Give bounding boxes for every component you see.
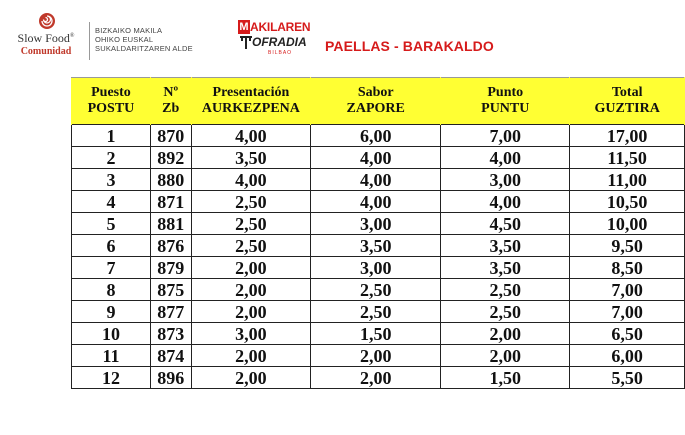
cell-presentacion: 3,50 (191, 147, 311, 169)
table-row (72, 191, 685, 213)
cell-punto: 3,50 (441, 235, 570, 257)
cell-puesto: 7 (72, 257, 151, 279)
cell-puesto: 4 (72, 191, 151, 213)
table-row (72, 323, 685, 345)
cell-sabor: 3,00 (311, 257, 441, 279)
cell-puesto: 8 (72, 279, 151, 301)
cell-sabor: 3,50 (311, 235, 441, 257)
table-row (72, 169, 685, 191)
cell-sabor: 2,00 (311, 367, 441, 389)
cell-total: 11,50 (570, 147, 685, 169)
cell-presentacion: 4,00 (191, 125, 311, 147)
cofradia-top-text: AKILAREN (250, 20, 311, 34)
cell-presentacion: 2,00 (191, 279, 311, 301)
table-row (72, 235, 685, 257)
cell-sabor: 2,50 (311, 301, 441, 323)
cell-numero: 879 (150, 257, 191, 279)
cell-puesto: 6 (72, 235, 151, 257)
cell-punto: 4,00 (441, 191, 570, 213)
cofradia-initial-m: M (239, 21, 249, 33)
slow-food-subtitle: Comunidad (20, 46, 72, 57)
cell-total: 10,00 (570, 213, 685, 235)
cell-numero: 875 (150, 279, 191, 301)
cell-puesto: 10 (72, 323, 151, 345)
cell-puesto: 11 (72, 345, 151, 367)
col-header-sabor: Sabor ZAPORE (311, 78, 441, 125)
cell-numero: 876 (150, 235, 191, 257)
cell-numero: 874 (150, 345, 191, 367)
cell-punto: 3,00 (441, 169, 570, 191)
cell-sabor: 2,00 (311, 345, 441, 367)
cell-puesto: 2 (72, 147, 151, 169)
cell-total: 6,00 (570, 345, 685, 367)
cell-punto: 2,50 (441, 279, 570, 301)
cell-total: 5,50 (570, 367, 685, 389)
cell-total: 9,50 (570, 235, 685, 257)
cell-numero: 880 (150, 169, 191, 191)
cofradia-logo (238, 20, 320, 60)
table-row (72, 147, 685, 169)
cell-punto: 4,50 (441, 213, 570, 235)
cell-punto: 4,00 (441, 147, 570, 169)
cell-puesto: 3 (72, 169, 151, 191)
cell-punto: 2,50 (441, 301, 570, 323)
cell-sabor: 1,50 (311, 323, 441, 345)
cell-punto: 2,00 (441, 345, 570, 367)
table-row (72, 125, 685, 147)
cell-sabor: 2,50 (311, 279, 441, 301)
cell-sabor: 4,00 (311, 169, 441, 191)
cell-total: 7,00 (570, 301, 685, 323)
cell-puesto: 5 (72, 213, 151, 235)
cell-presentacion: 2,50 (191, 213, 311, 235)
cell-numero: 870 (150, 125, 191, 147)
cell-presentacion: 2,00 (191, 345, 311, 367)
cell-numero: 871 (150, 191, 191, 213)
cell-numero: 877 (150, 301, 191, 323)
cell-presentacion: 2,50 (191, 191, 311, 213)
cell-numero: 892 (150, 147, 191, 169)
cell-punto: 1,50 (441, 367, 570, 389)
cell-punto: 3,50 (441, 257, 570, 279)
col-header-presentacion: Presentación AURKEZPENA (191, 78, 311, 125)
cell-puesto: 9 (72, 301, 151, 323)
snail-icon (38, 12, 56, 30)
col-header-punto: Punto PUNTU (441, 78, 570, 125)
cell-presentacion: 2,00 (191, 301, 311, 323)
results-table (71, 77, 685, 389)
cell-numero: 896 (150, 367, 191, 389)
col-header-numero: Nº Zb (150, 78, 191, 125)
page-header (0, 0, 685, 70)
cell-total: 6,50 (570, 323, 685, 345)
cell-presentacion: 2,50 (191, 235, 311, 257)
cell-presentacion: 2,00 (191, 257, 311, 279)
cofradia-bottom-text: OFRADIA (252, 35, 307, 49)
logo-divider (89, 22, 90, 60)
slow-food-tagline: BIZKAIKO MAKILA OHIKO EUSKAL SUKALDARITZAREN ALDE (95, 26, 193, 53)
cell-numero: 881 (150, 213, 191, 235)
table-row (72, 345, 685, 367)
cell-sabor: 3,00 (311, 213, 441, 235)
cell-punto: 7,00 (441, 125, 570, 147)
cell-sabor: 4,00 (311, 147, 441, 169)
cell-total: 10,50 (570, 191, 685, 213)
col-header-total: Total GUZTIRA (570, 78, 685, 125)
cell-total: 7,00 (570, 279, 685, 301)
cell-sabor: 6,00 (311, 125, 441, 147)
table-body (72, 125, 685, 389)
slow-food-logo (6, 12, 86, 64)
table-row (72, 279, 685, 301)
cell-total: 17,00 (570, 125, 685, 147)
slow-food-name: Slow Food® (17, 31, 75, 45)
cell-puesto: 12 (72, 367, 151, 389)
table-row (72, 301, 685, 323)
cell-sabor: 4,00 (311, 191, 441, 213)
table-header-row (72, 78, 685, 125)
cell-presentacion: 4,00 (191, 169, 311, 191)
table-row (72, 213, 685, 235)
cell-presentacion: 2,00 (191, 367, 311, 389)
col-header-puesto: Puesto POSTU (72, 78, 151, 125)
cell-total: 8,50 (570, 257, 685, 279)
cell-presentacion: 3,00 (191, 323, 311, 345)
cell-numero: 873 (150, 323, 191, 345)
cofradia-city: BILBAO (268, 50, 293, 56)
cell-total: 11,00 (570, 169, 685, 191)
page-title: PAELLAS - BARAKALDO (325, 38, 494, 54)
cell-punto: 2,00 (441, 323, 570, 345)
cell-puesto: 1 (72, 125, 151, 147)
table-row (72, 257, 685, 279)
table-row (72, 367, 685, 389)
